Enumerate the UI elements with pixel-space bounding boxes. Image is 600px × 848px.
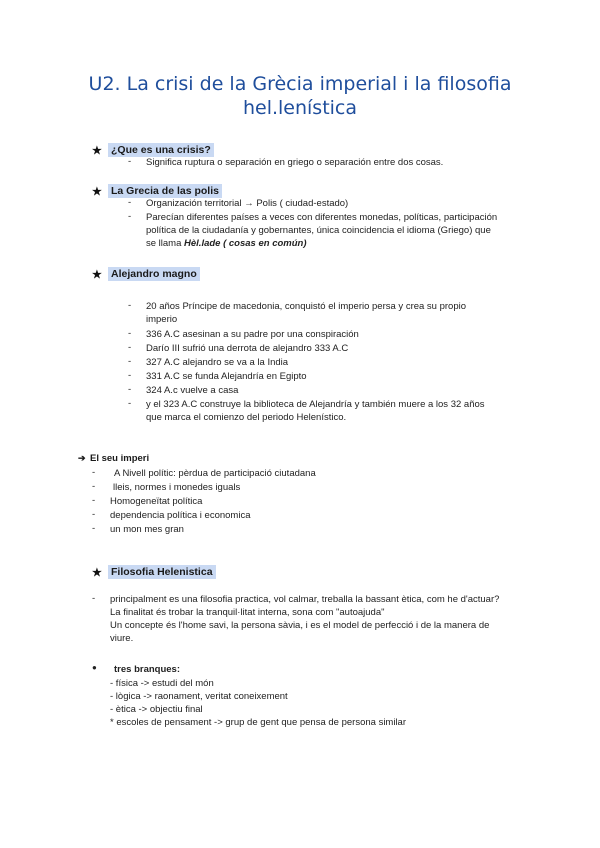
list-item <box>146 300 466 326</box>
section-heading-crisis <box>92 143 214 157</box>
bold-term: Hèl.lade ( cosas en común) <box>184 238 307 249</box>
heading-text: La Grecia de las polis <box>108 184 222 198</box>
paragraph <box>110 593 550 645</box>
text-line: y el 323 A.C construye la biblioteca de Alejandría y también muere a los 32 años <box>146 399 485 410</box>
dash-icon: - <box>128 398 132 409</box>
list-item: 324 A.c vuelve a casa <box>146 385 239 396</box>
list-item: A Nivell polític: pèrdua de participació ciutadana <box>114 468 316 479</box>
text-line: viure. <box>110 633 134 644</box>
list-item: Significa ruptura o separación en griego o separación entre dos cosas. <box>146 157 444 168</box>
heading-text: Alejandro magno <box>108 267 200 281</box>
heading-text: ¿Que es una crisis? <box>108 143 214 157</box>
list-item: - física -> estudi del món <box>110 678 214 689</box>
dash-icon: - <box>92 523 96 534</box>
star-icon: ★ <box>92 185 102 198</box>
heading-text: El seu imperi <box>90 453 150 464</box>
list-item: 327 A.C alejandro se va a la India <box>146 357 289 368</box>
branches-list <box>110 677 406 729</box>
dash-icon: - <box>128 197 132 208</box>
star-icon: ★ <box>92 144 102 157</box>
dash-icon: - <box>128 300 132 311</box>
list-item: * escoles de pensament -> grup de gent que pensa de persona similar <box>110 717 407 728</box>
list-item: Homogeneïtat política <box>110 496 203 507</box>
section-heading-alejandro <box>92 267 200 281</box>
list-item: 336 A.C asesinan a su padre por una conspiración <box>146 329 359 340</box>
title-line-1: U2. La crisi de la Grècia imperial i la filosofia <box>88 73 512 95</box>
dash-icon: - <box>128 342 132 353</box>
dash-icon: - <box>128 356 132 367</box>
dash-icon: - <box>128 370 132 381</box>
dash-icon: - <box>92 593 96 604</box>
dash-icon: - <box>128 211 132 222</box>
title-line-2: hel.lenística <box>242 97 358 119</box>
text-line: Parecían diferentes países a veces con diferentes monedas, políticas, participación <box>146 212 498 223</box>
section-heading-imperi <box>78 453 149 464</box>
list-item: Darío III sufrió una derrota de alejandro 333 A.C <box>146 343 349 354</box>
list-item: Organización territorial → Polis ( ciudad-estado) <box>146 198 349 209</box>
dash-icon: - <box>128 384 132 395</box>
section-heading-polis <box>92 184 222 198</box>
arrow-right-icon: ➔ <box>78 453 86 463</box>
list-item: lleis, normes i monedes iguals <box>113 482 241 493</box>
list-item: dependencia política i economica <box>110 510 251 521</box>
text-line: Un concepte és l'home savi, la persona sàvia, i es el model de perfecció i de la manera de <box>110 620 490 631</box>
list-item <box>146 211 497 250</box>
page-title <box>60 72 540 120</box>
section-heading-filosofia <box>92 565 216 579</box>
text-line: imperio <box>146 314 178 325</box>
text-prefix: se llama <box>146 238 185 249</box>
list-item: - ètica -> objectiu final <box>110 704 203 715</box>
text-line: principalment es una filosofia practica, vol calmar, treballa la bassant ètica, com he d'actuar? <box>110 594 500 605</box>
bullet-icon: ● <box>92 663 97 672</box>
dash-icon: - <box>92 467 96 478</box>
heading-text: Filosofia Helenistica <box>108 565 216 579</box>
text-line: política de la ciudadanía y gobernantes, única coincidencia el idioma (Griego) que <box>146 225 491 236</box>
text-line: que marca el comienzo del periodo Helenístico. <box>146 412 347 423</box>
dash-icon: - <box>128 156 132 167</box>
list-item <box>146 398 485 424</box>
star-icon: ★ <box>92 268 102 281</box>
star-icon: ★ <box>92 566 102 579</box>
dash-icon: - <box>92 509 96 520</box>
dash-icon: - <box>92 495 96 506</box>
list-item: - lògica -> raonament, veritat coneixement <box>110 691 288 702</box>
list-item: un mon mes gran <box>110 524 184 535</box>
dash-icon: - <box>92 481 96 492</box>
branches-heading: tres branques: <box>114 664 180 675</box>
text-line: La finalitat és trobar la tranquil·litat interna, sona com "autoajuda" <box>110 607 385 618</box>
text-line: 20 años Príncipe de macedonia, conquistó el imperio persa y crea su propio <box>146 301 467 312</box>
dash-icon: - <box>128 328 132 339</box>
list-item: 331 A.C se funda Alejandría en Egipto <box>146 371 307 382</box>
